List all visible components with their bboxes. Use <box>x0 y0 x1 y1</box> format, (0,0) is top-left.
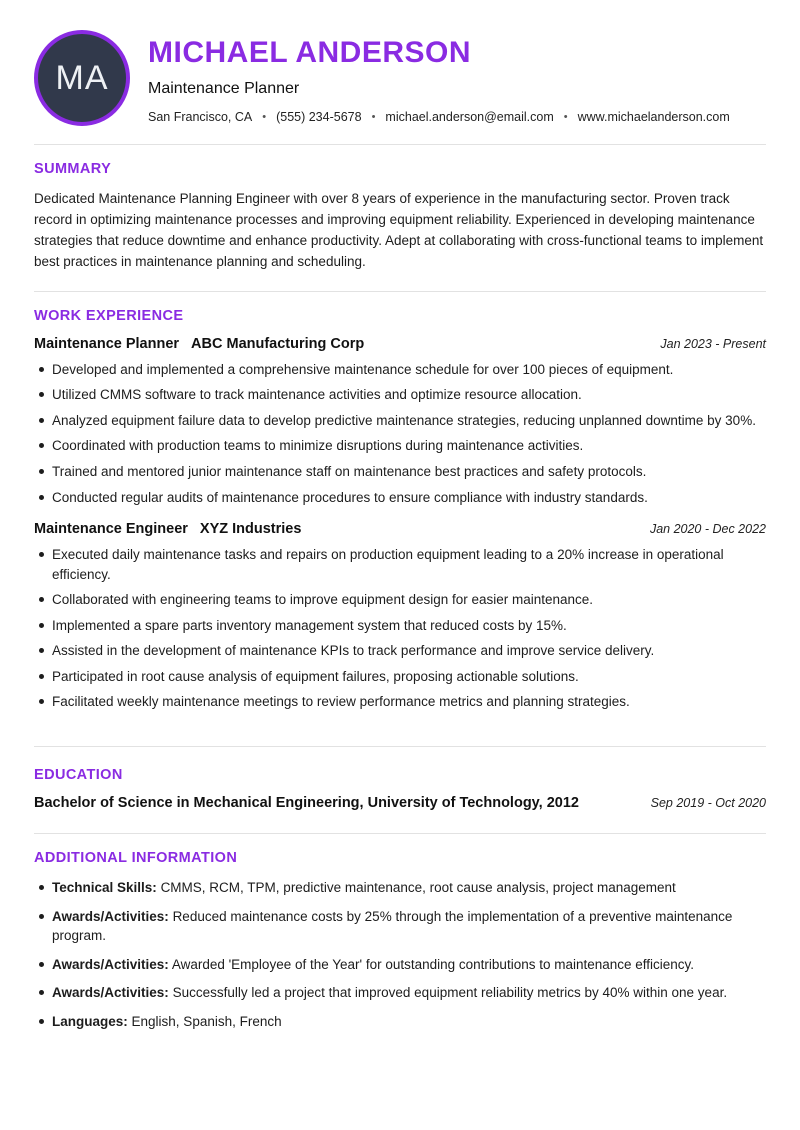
job-header <box>34 521 766 537</box>
experience-heading: WORK EXPERIENCE <box>34 307 184 324</box>
additional-item-text: Awarded 'Employee of the Year' for outstanding contributions to maintenance efficiency. <box>171 956 695 972</box>
contact-phone: (555) 234-5678 <box>276 110 362 124</box>
education-dates: Sep 2019 - Oct 2020 <box>650 796 766 810</box>
bullet-item: Executed daily maintenance tasks and repairs on production equipment leading to a 20% increase in operational efficiency. <box>34 545 766 584</box>
job-dates: Jan 2020 - Dec 2022 <box>649 522 766 537</box>
summary-heading: SUMMARY <box>34 161 112 177</box>
job-header <box>34 336 766 352</box>
contact-location: San Francisco, CA <box>148 110 253 124</box>
education-degree: Bachelor of Science in Mechanical Engineering, University of Technology, 2012 <box>34 795 579 811</box>
bullet-item: Coordinated with production teams to minimize disruptions during maintenance activities. <box>34 436 766 456</box>
summary-text: Dedicated Maintenance Planning Engineer with over 8 years of experience in the manufacturing sector. Proven track record in optimizing maintenance processes and improving equipment reliability. Experienced in developing maintenance strategies that reduce downtime and enhance productivity. Adept at collaborating with cross-functional teams to implement best practices in maintenance planning and scheduling. <box>34 191 764 269</box>
additional-item-label: Awards/Activities: <box>52 956 169 972</box>
bullet-item: Facilitated weekly maintenance meetings to review performance metrics and planning strategies. <box>34 692 766 712</box>
education-heading: EDUCATION <box>34 767 123 783</box>
additional-item <box>34 1012 766 1032</box>
bullet-item: Developed and implemented a comprehensive maintenance schedule for over 100 pieces of equipment. <box>34 360 766 380</box>
avatar-initials: MA <box>55 58 109 97</box>
bullet-item: Implemented a spare parts inventory management system that reduced costs by 15%. <box>34 616 766 636</box>
additional-item <box>34 983 766 1003</box>
additional-item-text: Successfully led a project that improved equipment reliability metrics by 40% within one year. <box>172 985 728 1001</box>
additional-item-label: Technical Skills: <box>52 880 157 895</box>
additional-item-text: CMMS, RCM, TPM, predictive maintenance, root cause analysis, project management <box>160 880 676 895</box>
additional-item-text: English, Spanish, French <box>131 1013 282 1029</box>
avatar <box>34 30 130 126</box>
additional-item-label: Languages: <box>52 1013 128 1029</box>
bullet-item: Conducted regular audits of maintenance procedures to ensure compliance with industry standards. <box>34 488 766 508</box>
job-company: XYZ Industries <box>199 521 302 538</box>
candidate-name: MICHAEL ANDERSON <box>148 36 472 69</box>
bullet-item: Collaborated with engineering teams to improve equipment design for easier maintenance. <box>34 590 766 610</box>
job-bullet-list <box>34 545 766 712</box>
bullet-item: Participated in root cause analysis of equipment failures, proposing actionable solutions. <box>34 667 766 687</box>
job-entry <box>34 521 766 712</box>
contact-row <box>148 110 730 124</box>
additional-item <box>34 907 766 946</box>
job-title-company <box>34 521 301 537</box>
job-entry <box>34 336 766 507</box>
bullet-item: Analyzed equipment failure data to develop predictive maintenance strategies, reducing unplanned downtime by 30%. <box>34 411 766 431</box>
contact-email: michael.anderson@email.com <box>385 110 554 124</box>
summary-section <box>34 145 766 291</box>
additional-list <box>34 878 766 1031</box>
contact-separator: • <box>371 111 376 123</box>
job-dates: Jan 2023 - Present <box>660 336 766 351</box>
additional-item <box>34 955 766 975</box>
contact-separator: • <box>563 111 568 123</box>
job-company: ABC Manufacturing Corp <box>191 335 365 352</box>
additional-item-label: Awards/Activities: <box>52 908 169 924</box>
job-role: Maintenance Engineer <box>34 521 188 538</box>
bullet-item: Utilized CMMS software to track maintenance activities and optimize resource allocation. <box>34 385 766 405</box>
bullet-item: Trained and mentored junior maintenance staff on maintenance best practices and safety protocols. <box>34 462 766 482</box>
additional-item-text: Reduced maintenance costs by 25% through the implementation of a preventive maintenance program. <box>52 908 733 944</box>
job-title-company <box>34 336 364 352</box>
additional-item-label: Awards/Activities: <box>52 985 169 1001</box>
experience-section <box>34 292 766 746</box>
bullet-item: Assisted in the development of maintenance KPIs to track performance and improve service delivery. <box>34 641 766 661</box>
header-text <box>148 26 730 124</box>
resume-header <box>34 26 766 144</box>
contact-website: www.michaelanderson.com <box>577 110 730 124</box>
additional-heading: ADDITIONAL INFORMATION <box>34 850 238 866</box>
education-section <box>34 747 766 833</box>
education-entry <box>34 795 766 811</box>
additional-item <box>34 878 766 898</box>
job-bullet-list <box>34 360 766 507</box>
candidate-title: Maintenance Planner <box>148 80 300 97</box>
job-role: Maintenance Planner <box>34 335 180 352</box>
contact-separator: • <box>262 111 267 123</box>
additional-section <box>34 834 766 1058</box>
